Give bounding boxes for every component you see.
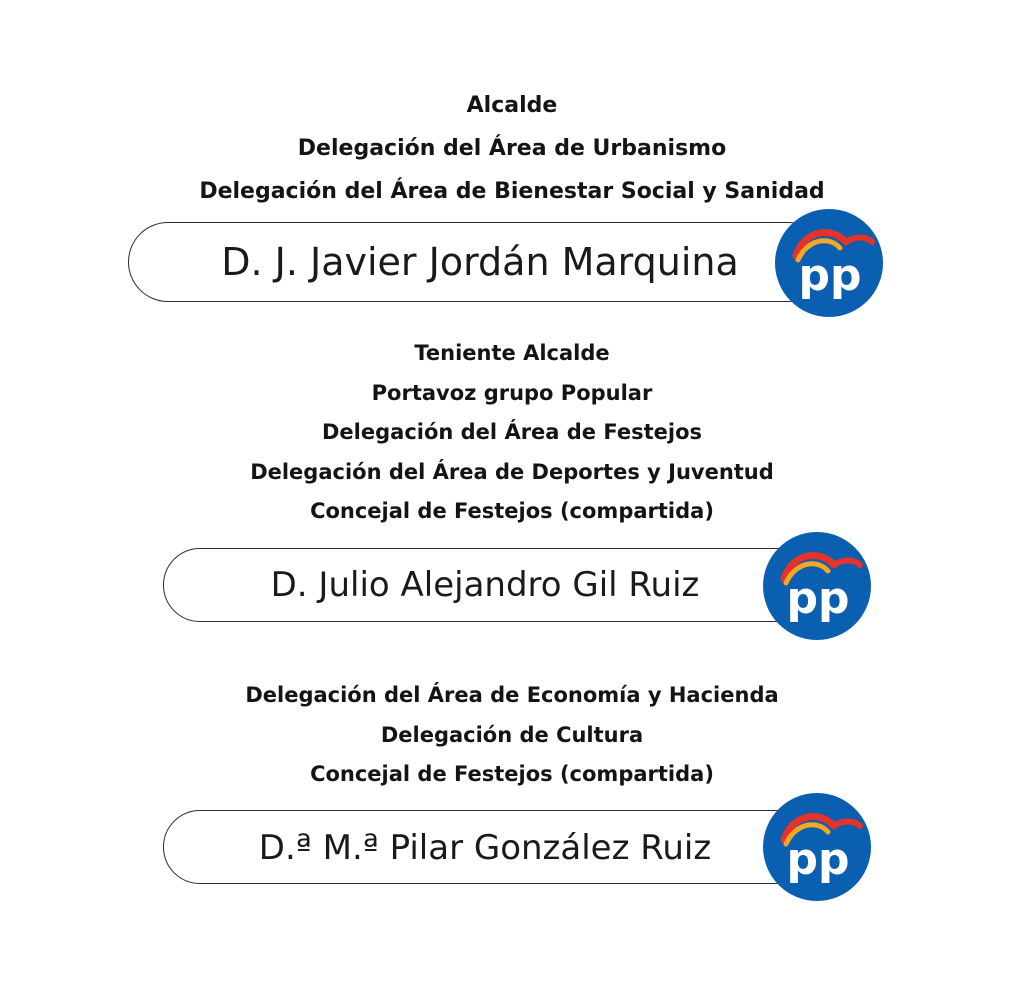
pp-logo-icon (774, 208, 884, 318)
role-line: Delegación del Área de Festejos (322, 420, 702, 444)
person-name-3: D.ª M.ª Pilar González Ruiz (258, 828, 712, 868)
roles-block-1 (0, 84, 1024, 213)
person-name-2: D. Julio Alejandro Gil Ruiz (270, 565, 700, 605)
role-line: Delegación del Área de Deportes y Juventud (250, 459, 774, 484)
pp-logo-text: pp (786, 834, 850, 885)
pp-logo-text: pp (786, 573, 850, 624)
role-line: Concejal de Festejos (compartida) (310, 762, 714, 786)
pp-logo-icon (762, 531, 872, 641)
pp-logo-text: pp (798, 250, 862, 301)
role-line: Alcalde (466, 93, 558, 118)
role-line: Portavoz grupo Popular (371, 380, 653, 405)
person-name-1: D. J. Javier Jordán Marquina (221, 240, 739, 284)
role-line: Teniente Alcalde (414, 341, 610, 365)
roles-block-3 (0, 676, 1024, 795)
role-line: Delegación del Área de Urbanismo (297, 136, 727, 161)
role-line: Concejal de Festejos (compartida) (310, 499, 714, 523)
role-line: Delegación de Cultura (380, 722, 644, 747)
role-line: Delegación del Área de Bienestar Social y Sanidad (199, 179, 825, 204)
roles-block-2 (0, 334, 1024, 532)
role-line: Delegación del Área de Economía y Hacienda (245, 683, 779, 707)
pp-logo-icon (762, 792, 872, 902)
